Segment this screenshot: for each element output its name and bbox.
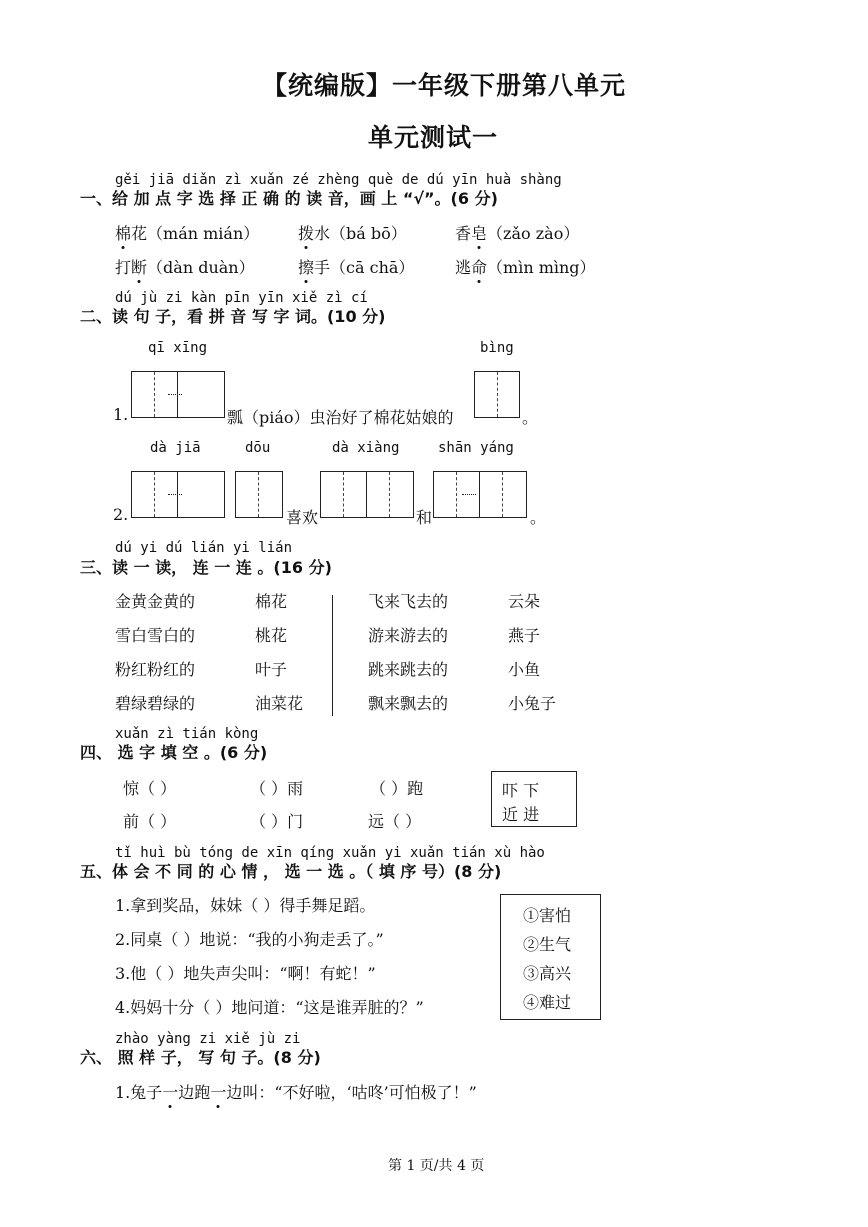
emph-char: 命 xyxy=(471,255,487,278)
s1-item-pre: 香 xyxy=(455,224,472,243)
s1-item-3 xyxy=(455,221,579,244)
s4-blank-4: 前（ ） xyxy=(123,812,177,831)
s1-heading: 一、给 加 点 字 选 择 正 确 的 读 音，画 上 “√”。(6 分) xyxy=(80,189,498,208)
s3-left-b-4: 油菜花 xyxy=(255,694,304,713)
write-box-dajia[interactable] xyxy=(131,471,225,518)
s2-q2-end: 。 xyxy=(530,508,547,527)
s5-item-3: 3.他（ ）地失声尖叫：“啊！有蛇！” xyxy=(115,964,376,983)
s4-blank-3: （ ）跑 xyxy=(370,779,424,798)
s3-heading: 三、读 一 读， 连 一 连 。(16 分) xyxy=(80,558,332,577)
s1-item-4 xyxy=(115,255,255,278)
write-box-daxiang[interactable] xyxy=(320,471,414,518)
s3-right-a-3: 跳来跳去的 xyxy=(368,660,449,679)
s4-blank-2: （ ）雨 xyxy=(250,779,304,798)
s1-item-5 xyxy=(298,255,414,278)
s1-item-text: 手（cā chā） xyxy=(314,258,415,277)
s2-q1-pinyin-1: qī xīng xyxy=(148,340,208,356)
s3-right-b-3: 小鱼 xyxy=(508,660,541,679)
s4-heading: 四、 选 字 填 空 。(6 分) xyxy=(80,743,268,762)
s5-heading: 五、体 会 不 同 的 心 情 ， 选 一 选 。（ 填 序 号）(8 分) xyxy=(80,862,502,881)
emph-char: 一 xyxy=(162,1080,178,1103)
s3-right-b-2: 燕子 xyxy=(508,626,541,645)
s3-left-a-2: 雪白雪白的 xyxy=(115,626,196,645)
s3-right-a-1: 飞来飞去的 xyxy=(368,592,449,611)
emph-char: 棉 xyxy=(115,221,131,244)
s6-heading: 六、 照 样 子， 写 句 子。(8 分) xyxy=(80,1048,321,1067)
s5-option-1: ①害怕 xyxy=(523,906,572,925)
emph-char: 拨 xyxy=(298,221,314,244)
s1-item-text: 水（bá bō） xyxy=(314,224,407,243)
s2-q2-number: 2. xyxy=(113,505,129,524)
page-title: 【统编版】一年级下册第八单元 xyxy=(262,71,627,100)
s2-q1-pinyin-2: bìng xyxy=(480,340,514,356)
s3-right-a-4: 飘来飘去的 xyxy=(368,694,449,713)
s3-divider xyxy=(332,595,333,716)
s5-options-box xyxy=(500,894,601,1020)
s6-item-1 xyxy=(115,1080,477,1103)
s3-left-b-3: 叶子 xyxy=(255,660,288,679)
s3-right-b-4: 小兔子 xyxy=(508,694,557,713)
page-subtitle: 单元测试一 xyxy=(368,123,499,152)
s5-item-2: 2.同桌（ ）地说：“我的小狗走丢了。” xyxy=(115,930,384,949)
write-box-dou[interactable] xyxy=(235,471,283,518)
s5-option-2: ②生气 xyxy=(523,935,572,954)
s2-q2-pinyin-1: dà jiā xyxy=(150,440,201,456)
s4-pinyin: xuǎn zì tián kòng xyxy=(115,726,259,742)
s2-q1-end: 。 xyxy=(522,408,539,427)
s1-item-2 xyxy=(298,221,407,244)
s3-right-a-2: 游来游去的 xyxy=(368,626,449,645)
emph-char: 一 xyxy=(210,1080,226,1103)
s4-char-row-1: 吓 下 xyxy=(502,781,540,800)
s5-option-3: ③高兴 xyxy=(523,964,572,983)
s6-pinyin: zhào yàng zi xiě jù zi xyxy=(115,1031,301,1047)
s2-q2-pinyin-4: shān yáng xyxy=(438,440,514,456)
s4-blank-1: 惊（ ） xyxy=(123,779,177,798)
s6-item-post: 边叫：“不好啦，‘咕咚’可怕极了！” xyxy=(226,1083,477,1102)
s3-pinyin: dú yi dú lián yi lián xyxy=(115,540,293,556)
s4-blank-5: （ ）门 xyxy=(250,812,304,831)
s6-item-mid: 边跑 xyxy=(178,1083,211,1102)
s1-pinyin: gěi jiā diǎn zì xuǎn zé zhèng què de dú yīn huà shàng xyxy=(115,172,562,188)
s2-q2-mid-1: 喜欢 xyxy=(286,508,319,527)
s1-item-pre: 逃 xyxy=(455,258,472,277)
s2-pinyin: dú jù zi kàn pīn yīn xiě zì cí xyxy=(115,290,368,306)
s2-q2-pinyin-3: dà xiàng xyxy=(332,440,400,456)
s1-item-pre: 打 xyxy=(115,258,132,277)
s2-heading: 二、读 句 子，看 拼 音 写 字 词。(10 分) xyxy=(80,307,386,326)
s1-item-text: 花（mán mián） xyxy=(131,224,260,243)
write-box-bing[interactable] xyxy=(474,371,520,418)
s2-q2-pinyin-2: dōu xyxy=(245,440,271,456)
s3-left-b-1: 棉花 xyxy=(255,592,288,611)
s1-item-1 xyxy=(115,221,259,244)
s6-item-pre: 1.兔子 xyxy=(115,1083,163,1102)
s3-left-a-1: 金黄金黄的 xyxy=(115,592,196,611)
write-box-shanyang[interactable] xyxy=(433,471,527,518)
page-number: 第 1 页/共 4 页 xyxy=(388,1158,485,1174)
write-box-qixing[interactable] xyxy=(131,371,225,418)
s2-q2-mid-2: 和 xyxy=(416,508,433,527)
s2-q1-sentence: 瓢（piáo）虫治好了棉花姑娘的 xyxy=(227,408,454,427)
emph-char: 断 xyxy=(131,255,147,278)
s3-right-b-1: 云朵 xyxy=(508,592,541,611)
s4-char-row-2: 近 进 xyxy=(502,805,540,824)
emph-char: 皂 xyxy=(471,221,487,244)
s5-item-4: 4.妈妈十分（ ）地问道：“这是谁弄脏的？” xyxy=(115,998,424,1017)
s4-char-box xyxy=(491,771,577,827)
s3-left-a-3: 粉红粉红的 xyxy=(115,660,196,679)
s1-item-6 xyxy=(455,255,596,278)
s5-option-4: ④难过 xyxy=(523,993,572,1012)
emph-char: 擦 xyxy=(298,255,314,278)
s1-item-text: （dàn duàn） xyxy=(147,258,255,277)
s3-left-b-2: 桃花 xyxy=(255,626,288,645)
s1-item-text: （zǎo zào） xyxy=(487,224,580,243)
s4-blank-6: 远（ ） xyxy=(368,812,422,831)
s1-item-text: （mìn mìng） xyxy=(487,258,596,277)
s5-item-1: 1.拿到奖品，妹妹（ ）得手舞足蹈。 xyxy=(115,896,376,915)
s2-q1-number: 1. xyxy=(113,405,129,424)
s3-left-a-4: 碧绿碧绿的 xyxy=(115,694,196,713)
s5-pinyin: tǐ huì bù tóng de xīn qíng xuǎn yi xuǎn tián xù hào xyxy=(115,845,545,861)
